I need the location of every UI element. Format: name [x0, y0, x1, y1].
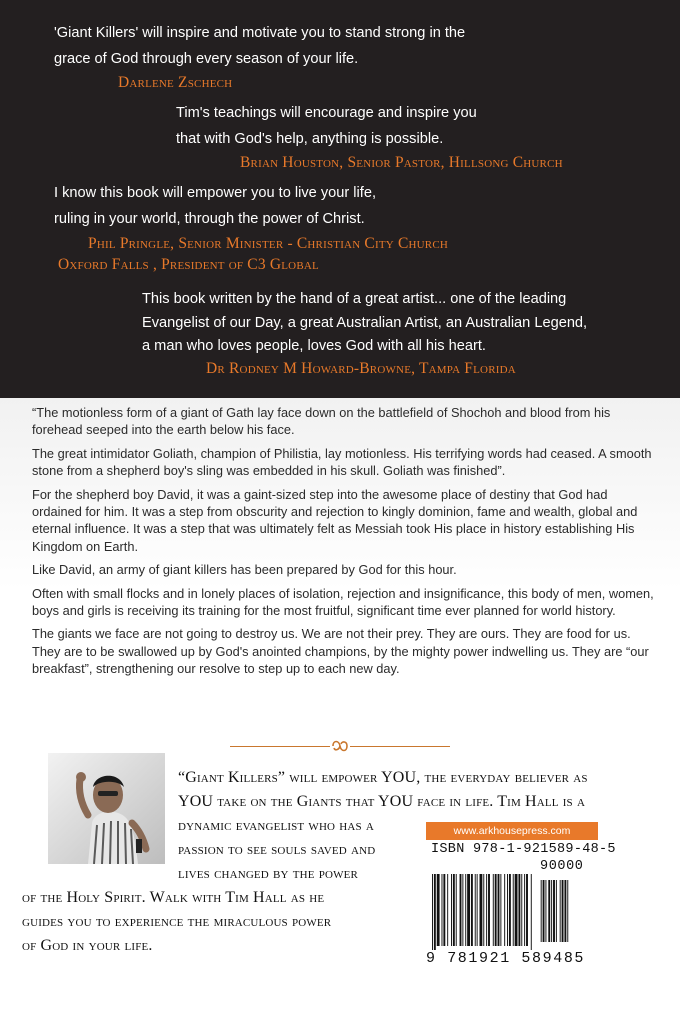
- promo-line-2: YOU take on the Giants that YOU face in life. Tim Hall is a: [178, 793, 586, 810]
- barcode-stripe: [483, 874, 484, 946]
- endorsement-2-author: Brian Houston, Senior Pastor, Hillsong Church: [240, 154, 563, 171]
- price-barcode-stripe: [560, 880, 561, 942]
- isbn-text: ISBN 978-1-921589-48-5: [431, 842, 616, 857]
- barcode-stripe: [513, 874, 514, 946]
- barcode-stripe: [467, 874, 470, 946]
- price-barcode-stripe: [541, 880, 542, 942]
- promo-line-6: of the Holy Spirit. Walk with Tim Hall as he: [22, 889, 325, 906]
- price-barcode-stripe: [548, 880, 550, 942]
- divider-line-left: [230, 746, 330, 747]
- author-photo: [48, 753, 165, 864]
- promo-line-4: passion to see souls saved and: [178, 841, 376, 858]
- barcode-stripe: [507, 874, 508, 946]
- barcode-stripe: [509, 874, 511, 946]
- endorsement-3-author-line-1: Phil Pringle, Senior Minister - Christian City Church: [88, 235, 449, 252]
- barcode-graphic: [432, 874, 592, 950]
- endorsement-3-line-2: ruling in your world, through the power of Christ.: [54, 211, 365, 227]
- ean-number: 9 781921 589485: [426, 950, 586, 967]
- barcode-stripe: [500, 874, 501, 946]
- endorsements-panel: [0, 0, 680, 398]
- barcode-stripe: [443, 874, 445, 946]
- endorsement-3-line-1: I know this book will empower you to live your life,: [54, 185, 377, 201]
- barcode-stripe: [447, 874, 448, 946]
- barcode-stripe: [471, 874, 473, 946]
- synopsis-paragraph: “The motionless form of a giant of Gath lay face down on the battlefield of Shochoh and blood from his forehead seeped into the earth below his face.: [32, 405, 611, 438]
- endorsement-1-line-2: grace of God through every season of your life.: [54, 51, 359, 67]
- barcode-stripe: [524, 874, 525, 946]
- publisher-url: www.arkhousepress.com: [426, 822, 598, 840]
- price-barcode-stripe: [556, 880, 557, 942]
- promo-line-3: dynamic evangelist who has a: [178, 817, 374, 834]
- price-barcode-stripe: [562, 880, 564, 942]
- endorsement-4-line-3: a man who loves people, loves God with all his heart.: [142, 338, 486, 354]
- barcode-stripe: [465, 874, 466, 946]
- endorsement-4-line-2: Evangelist of our Day, a great Australian Artist, an Australian Legend,: [142, 315, 588, 331]
- barcode-stripe: [434, 874, 436, 950]
- barcode-block: [426, 822, 616, 972]
- synopsis-paragraph: Like David, an army of giant killers has been prepared by God for this hour.: [32, 562, 457, 578]
- endorsement-3-author-line-2: Oxford Falls , President of C3 Global: [58, 256, 319, 273]
- barcode-stripe: [526, 874, 528, 946]
- barcode-stripe: [495, 874, 497, 946]
- barcode-stripe: [453, 874, 455, 946]
- divider-line-right: [350, 746, 450, 747]
- price-barcode-stripe: [553, 880, 555, 942]
- endorsement-4-author: Dr Rodney M Howard-Browne, Tampa Florida: [206, 360, 516, 377]
- price-barcode-stripe: [551, 880, 552, 942]
- barcode-stripe: [486, 874, 487, 946]
- barcode-stripe: [518, 874, 520, 946]
- price-code: 90000: [540, 859, 584, 874]
- promo-line-7: guides you to experience the miraculous power: [22, 913, 332, 930]
- endorsement-4-line-1: This book written by the hand of a great artist... one of the leading: [142, 291, 567, 307]
- synopsis-paragraph: For the shepherd boy David, it was a gaint-sized step into the awesome place of destiny that God had ordained for him. It was a step from obscurity and rejection to kingly dominion, fame and wealth, global and eternal influence. It was a step that was ultimately felt as Messiah took His place in history establishing His Kingdom on Earth.: [32, 486, 638, 554]
- barcode-stripe: [531, 874, 532, 950]
- synopsis-paragraph: Often with small flocks and in lonely places of isolation, rejection and insignificance, this body of men, women, boys and girls is receiving its training for the most fruitful, significant time ever planned for world history.: [32, 585, 654, 619]
- barcode-stripe: [451, 874, 452, 946]
- barcode-stripe: [442, 874, 443, 946]
- synopsis-paragraph: The great intimidator Goliath, champion of Philistia, lay motionless. His terrifying words had ceased. A smooth stone from a shepherd boy's sling was embedded in his skull. Goliath was finished”.: [32, 445, 652, 479]
- barcode-stripe: [456, 874, 457, 946]
- endorsement-1-author: Darlene Zschech: [118, 74, 233, 91]
- barcode-stripe: [462, 874, 463, 946]
- price-barcode-stripe: [543, 880, 545, 942]
- barcode-stripe: [477, 874, 478, 946]
- barcode-stripe: [437, 874, 440, 946]
- barcode-stripe: [515, 874, 518, 946]
- synopsis-paragraph: The giants we face are not going to destroy us. We are not their prey. They are ours. They are food for us. They are to be swallowed up by God's anointed champions, by the mighty power indwelling us. They are “our breakfast”, strengthening our resolve to step up to each new day.: [32, 626, 649, 677]
- price-barcode-stripe: [567, 880, 568, 942]
- promo-line-1: “Giant Killers” will empower YOU, the everyday believer as: [178, 769, 588, 786]
- barcode-stripe: [475, 874, 476, 946]
- promo-line-5: lives changed by the power: [178, 865, 359, 882]
- barcode-stripe: [488, 874, 490, 946]
- promo-line-8: of God in your life.: [22, 937, 153, 954]
- barcode-stripe: [521, 874, 522, 946]
- flourish-icon: [330, 738, 350, 754]
- barcode-stripe: [460, 874, 462, 946]
- endorsement-1-line-1: 'Giant Killers' will inspire and motivate you to stand strong in the: [54, 25, 466, 41]
- price-barcode-stripe: [564, 880, 566, 942]
- synopsis: [32, 404, 660, 684]
- barcode-stripe: [504, 874, 505, 946]
- barcode-stripe: [432, 874, 433, 950]
- endorsement-2-line-2: that with God's help, anything is possible.: [176, 131, 444, 147]
- price-barcode-stripe: [545, 880, 546, 942]
- endorsement-2-line-1: Tim's teachings will encourage and inspire you: [176, 105, 477, 121]
- ornament-divider: [0, 740, 680, 752]
- barcode-stripe: [480, 874, 483, 946]
- barcode-stripe: [498, 874, 500, 946]
- barcode-stripe: [493, 874, 494, 946]
